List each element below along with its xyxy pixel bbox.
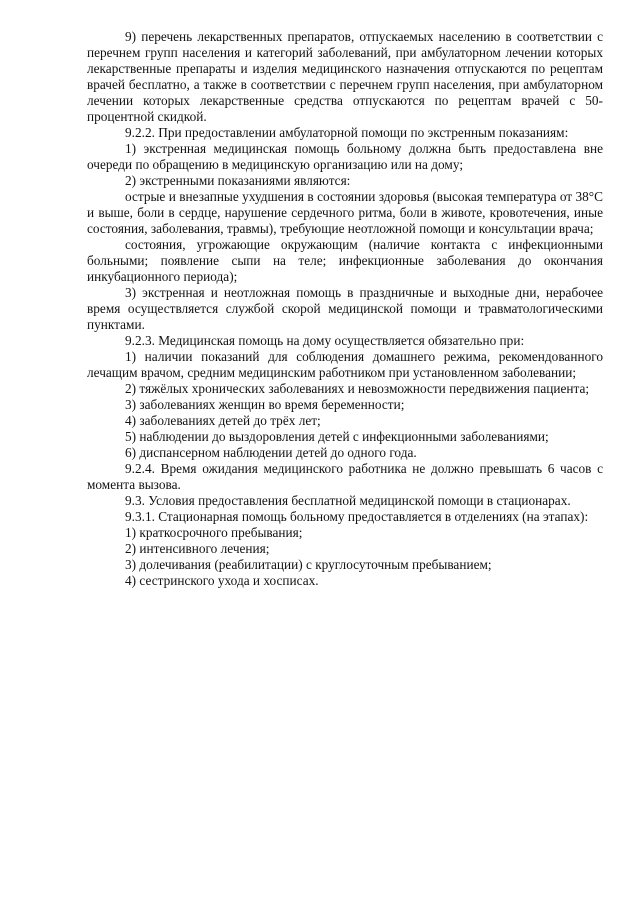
paragraph-inpatient-4: 4) сестринского ухода и хосписах. bbox=[125, 573, 319, 588]
paragraph-item-9-list: 9) перечень лекарственных препаратов, отпускаемых населению в соответствии с перечнем групп населения и категорий заболеваний, при амбулаторном лечении которых лекарственные препараты и изделия медицинского назначения отпускаются по рецептам врачей бесплатно, а также в соответствии с перечнем групп населения, при амбулаторном лечении которых лекарственные средства отпускаются по рецептам врачей с 50-процентной скидкой. bbox=[87, 29, 603, 124]
paragraph-9-3-1-heading: 9.3.1. Стационарная помощь больному предоставляется в отделениях (на этапах): bbox=[125, 509, 589, 524]
paragraph-inpatient-1: 1) краткосрочного пребывания; bbox=[125, 525, 303, 540]
paragraph-home-care-6: 6) диспансерном наблюдении детей до одного года. bbox=[125, 445, 417, 460]
paragraph-threatening-conditions: состояния, угрожающие окружающим (наличие контакта с инфекционными больными; появление сыпи на теле; инфекционные заболевания до окончания инкубационного периода); bbox=[87, 237, 603, 284]
paragraph-home-care-1: 1) наличии показаний для соблюдения домашнего режима, рекомендованного лечащим врачом, средним медицинским работником при установленном заболевании; bbox=[87, 349, 603, 380]
paragraph-home-care-4: 4) заболеваниях детей до трёх лет; bbox=[125, 413, 321, 428]
paragraph-acute-conditions: острые и внезапные ухудшения в состоянии здоровья (высокая температура от 38°C и выше, боли в сердце, нарушение сердечного ритма, боли в животе, кровотечения, иные состояния, заболевания, травмы), требующие неотложной помощи и консультации врача; bbox=[87, 189, 603, 236]
paragraph-9-3-heading: 9.3. Условия предоставления бесплатной медицинской помощи в стационарах. bbox=[125, 493, 571, 508]
paragraph-inpatient-2: 2) интенсивного лечения; bbox=[125, 541, 270, 556]
paragraph-emergency-indications-2: 2) экстренными показаниями являются: bbox=[125, 173, 351, 188]
paragraph-home-care-3: 3) заболеваниях женщин во время беременности; bbox=[125, 397, 405, 412]
document-page bbox=[87, 29, 603, 589]
paragraph-home-care-2: 2) тяжёлых хронических заболеваниях и невозможности передвижения пациента; bbox=[125, 381, 590, 396]
paragraph-inpatient-3: 3) долечивания (реабилитации) с круглосуточным пребыванием; bbox=[125, 557, 492, 572]
paragraph-9-2-3-heading: 9.2.3. Медицинская помощь на дому осуществляется обязательно при: bbox=[125, 333, 525, 348]
paragraph-emergency-care-1: 1) экстренная медицинская помощь больному должна быть предоставлена вне очереди по обращению в медицинскую организацию или на дому; bbox=[87, 141, 603, 172]
paragraph-9-2-2-heading: 9.2.2. При предоставлении амбулаторной помощи по экстренным показаниям: bbox=[125, 125, 569, 140]
paragraph-home-care-5: 5) наблюдении до выздоровления детей с инфекционными заболеваниями; bbox=[125, 429, 549, 444]
paragraph-holiday-care-3: 3) экстренная и неотложная помощь в праздничные и выходные дни, нерабочее время осуществляется службой скорой медицинской помощи и травматологическими пунктами. bbox=[87, 285, 603, 332]
paragraph-9-2-4: 9.2.4. Время ожидания медицинского работника не должно превышать 6 часов с момента вызова. bbox=[87, 461, 603, 492]
